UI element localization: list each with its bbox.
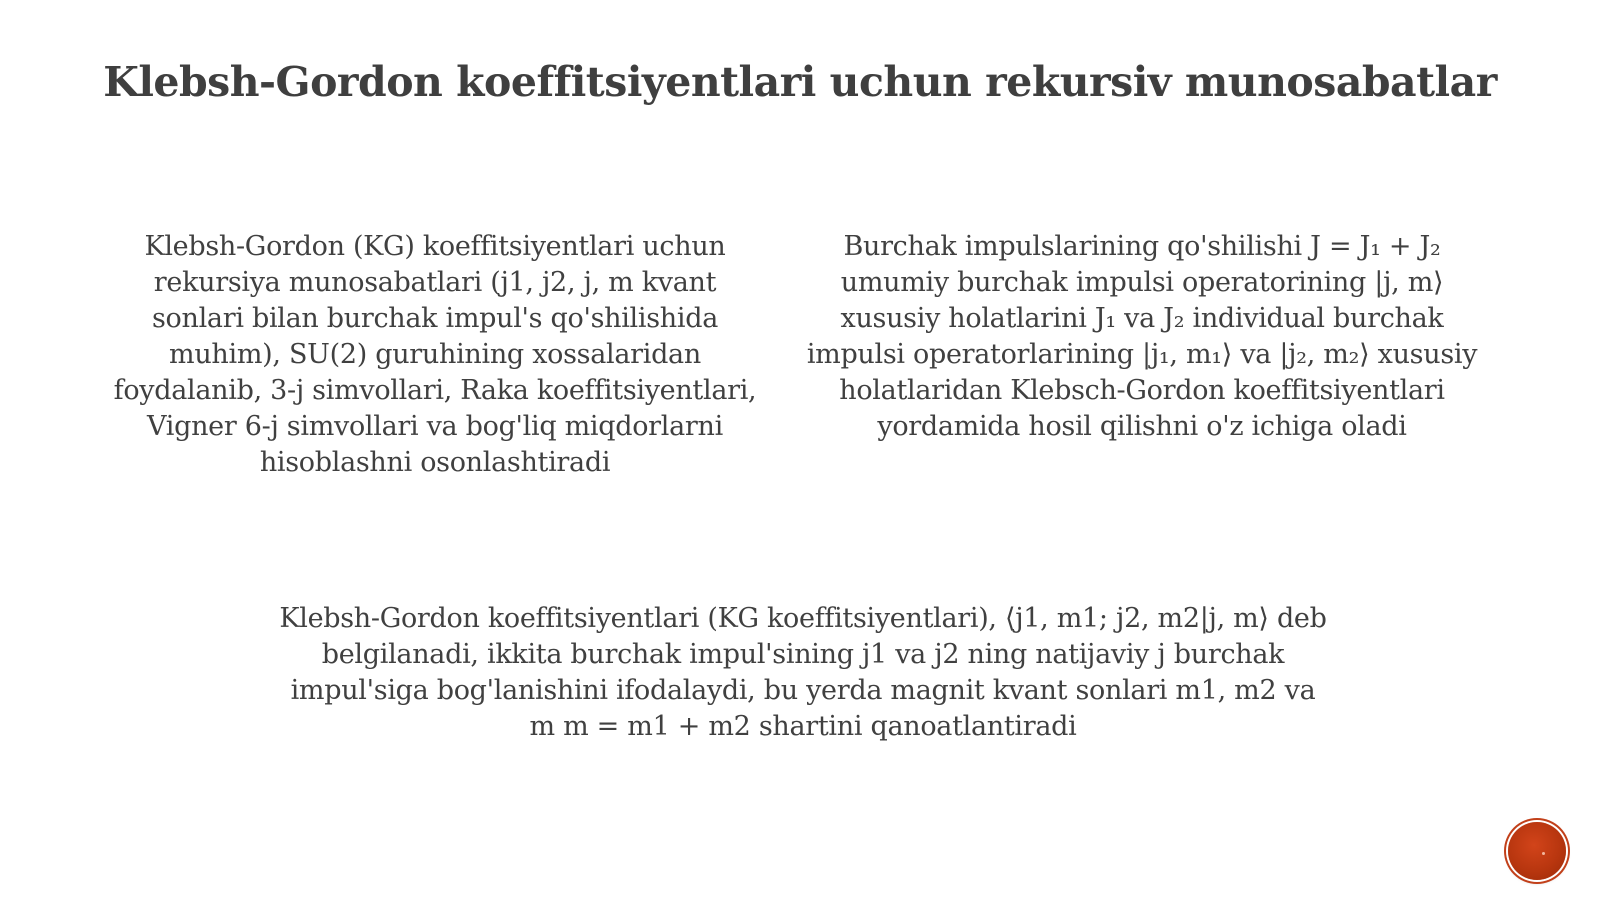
right-paragraph: Burchak impulslarining qo'shilishi J = J₁ + J₂ umumiy burchak impulsi operatorining |j, m⟩ xususiy holatlarini J₁ va J₂ individual burchak impulsi operatorlarining |j₁, m₁⟩ va |j₂, m₂⟩ xususiy holatlaridan Klebsch-Gordon koeffitsiyentlari yordamida hosil qilishni o'z ichiga oladi <box>806 231 1478 442</box>
bottom-paragraph: Klebsh-Gordon koeffitsiyentlari (KG koeffitsiyentlari), ⟨j1, m1; j2, m2|j, m⟩ deb belgilanadi, ikkita burchak impul'sining j1 va j2 ning natijaviy j burchak impul'siga bog'lanishini ifodalaydi, bu yerda magnit kvant sonlari m1, m2 va m m = m1 + m2 shartini qanoatlantiradi <box>279 603 1327 742</box>
circle-badge-icon[interactable] <box>1508 822 1566 880</box>
left-paragraph: Klebsh-Gordon (KG) koeffitsiyentlari uchun rekursiya munosabatlari (j1, j2, j, m kvant sonlari bilan burchak impul's qo'shilishida muhim), SU(2) guruhining xossalaridan foydalanib, 3-j simvollari, Raka koeffitsiyentlari, Vigner 6-j simvollari va bog'liq miqdorlarni hisoblashni osonlashtiradi <box>113 231 757 478</box>
badge-highlight <box>1542 852 1545 855</box>
slide-title: Klebsh-Gordon koeffitsiyentlari uchun rekursiv munosabatlar <box>103 58 1497 106</box>
